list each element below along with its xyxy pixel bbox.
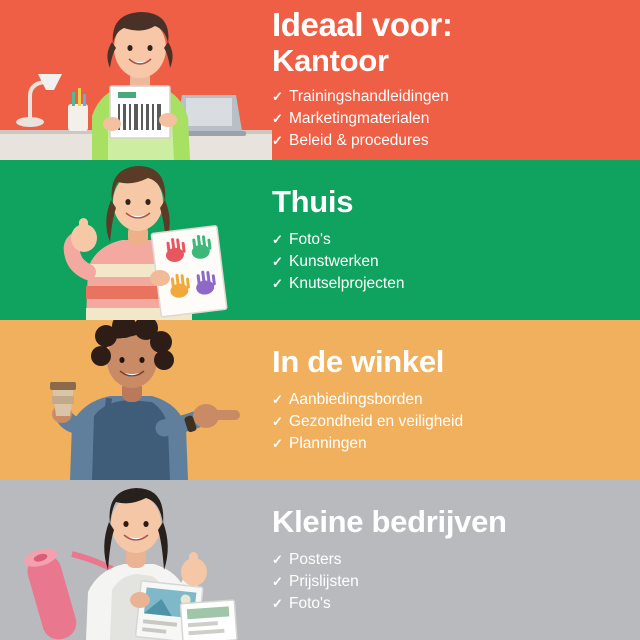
- list-item: [272, 593, 640, 615]
- bullet-label: Planningen: [289, 435, 367, 453]
- band-business-bullets: [272, 549, 640, 615]
- bullet-label: Aanbiedingsborden: [289, 391, 423, 409]
- band-business: [0, 480, 640, 640]
- list-item: [272, 251, 640, 273]
- bullet-label: Gezondheid en veiligheid: [289, 413, 464, 431]
- band-home: [0, 160, 640, 320]
- band-store: [0, 320, 640, 480]
- check-icon: ✓: [272, 574, 283, 590]
- photo-office: [0, 0, 272, 160]
- band-home-title: Thuis: [272, 183, 354, 219]
- check-icon: ✓: [272, 596, 283, 612]
- list-item: [272, 411, 640, 433]
- list-item: [272, 130, 640, 152]
- band-business-text: [272, 480, 640, 640]
- band-business-title: Kleine bedrijven: [272, 503, 507, 539]
- band-store-bullets: [272, 389, 640, 455]
- bullet-label: Beleid & procedures: [289, 132, 429, 150]
- list-item: [272, 571, 640, 593]
- check-icon: ✓: [272, 436, 283, 452]
- band-home-text: [272, 160, 640, 320]
- band-home-bullets: [272, 229, 640, 295]
- list-item: [272, 273, 640, 295]
- check-icon: ✓: [272, 552, 283, 568]
- check-icon: ✓: [272, 392, 283, 408]
- list-item: [272, 229, 640, 251]
- bullet-label: Trainingshandleidingen: [289, 88, 449, 106]
- list-item: [272, 389, 640, 411]
- list-item: [272, 86, 640, 108]
- band-store-title: In de winkel: [272, 343, 445, 379]
- check-icon: ✓: [272, 89, 283, 105]
- bullet-label: Foto's: [289, 595, 331, 613]
- bullet-label: Foto's: [289, 231, 331, 249]
- bullet-label: Marketingmaterialen: [289, 110, 430, 128]
- check-icon: ✓: [272, 232, 283, 248]
- band-office-title: Kantoor: [272, 43, 389, 79]
- photo-home: [0, 160, 272, 320]
- photo-store: [0, 320, 272, 480]
- band-office: [0, 0, 640, 160]
- check-icon: ✓: [272, 111, 283, 127]
- bullet-label: Knutselprojecten: [289, 275, 405, 293]
- band-office-bullets: [272, 86, 640, 152]
- photo-business: [0, 480, 272, 640]
- page-title: Ideaal voor:: [272, 5, 453, 43]
- band-store-text: [272, 320, 640, 480]
- bullet-label: Prijslijsten: [289, 573, 359, 591]
- check-icon: ✓: [272, 276, 283, 292]
- list-item: [272, 433, 640, 455]
- band-office-text: [272, 0, 640, 160]
- bullet-label: Kunstwerken: [289, 253, 379, 271]
- check-icon: ✓: [272, 254, 283, 270]
- bullet-label: Posters: [289, 551, 342, 569]
- check-icon: ✓: [272, 414, 283, 430]
- list-item: [272, 549, 640, 571]
- list-item: [272, 108, 640, 130]
- check-icon: ✓: [272, 133, 283, 149]
